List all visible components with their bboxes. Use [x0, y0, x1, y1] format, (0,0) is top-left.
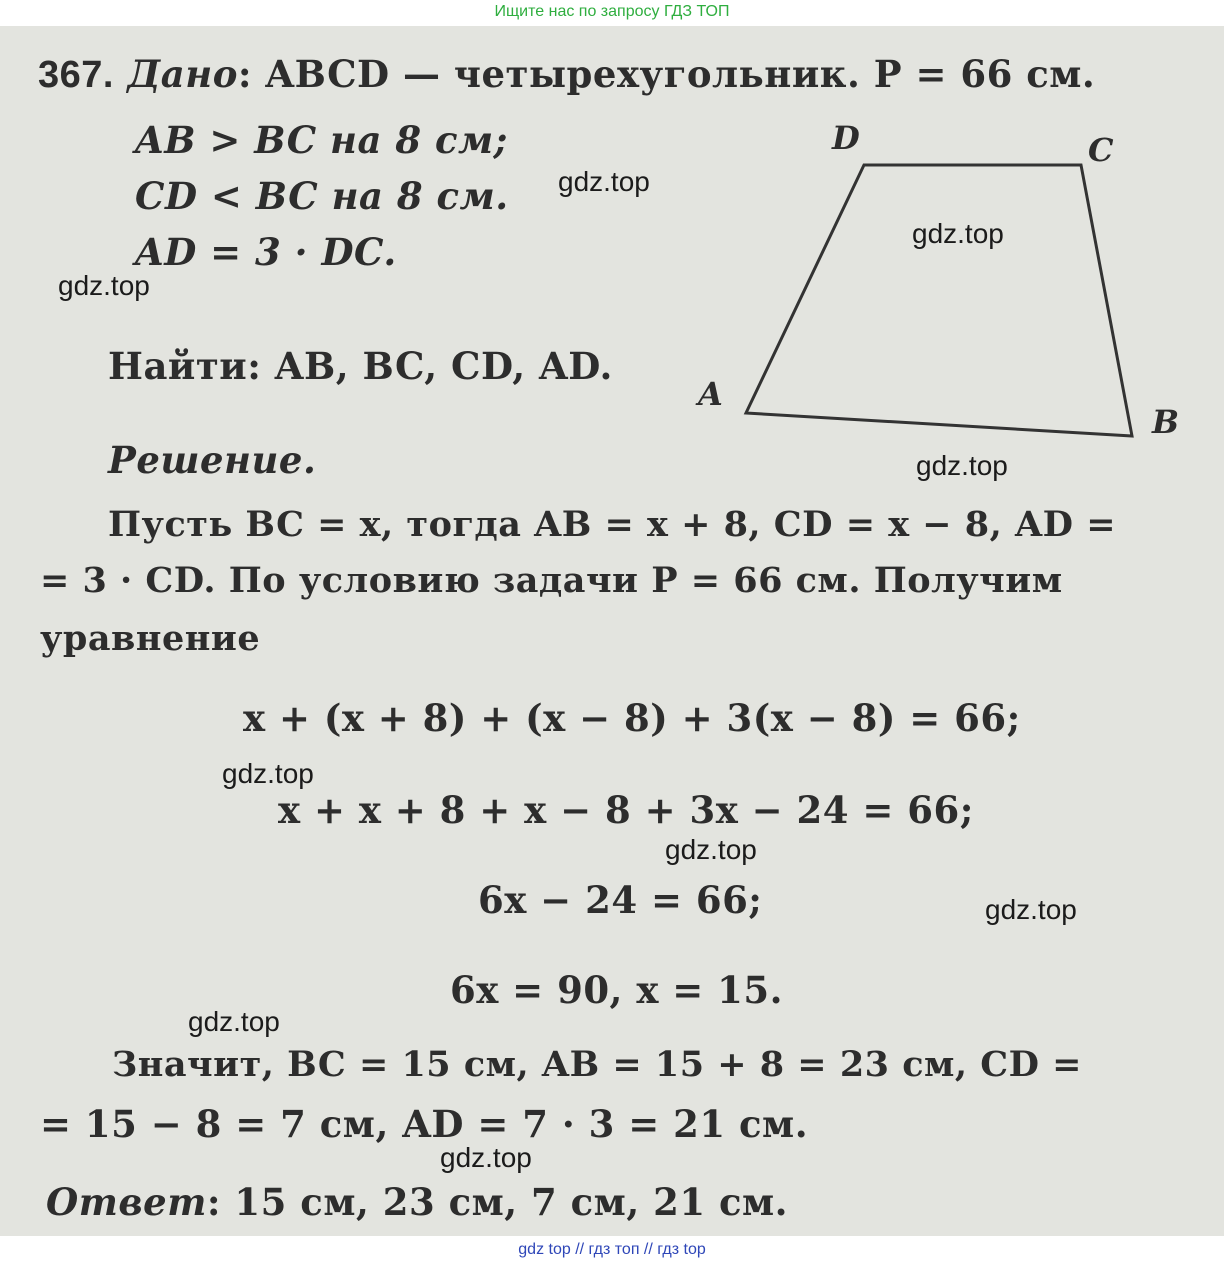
given-line	[38, 52, 1095, 97]
paragraph-line-1: Пусть BC = x, тогда AB = x + 8, CD = x − 8, AD =	[108, 504, 1117, 545]
top-banner[interactable]: Ищите нас по запросу ГДЗ ТОП	[494, 3, 730, 20]
watermark: gdz.top	[222, 758, 314, 789]
watermark: gdz.top	[188, 1006, 280, 1037]
answer-text: : 15 см, 23 см, 7 см, 21 см.	[206, 1180, 788, 1224]
watermark: gdz.top	[985, 894, 1077, 925]
paragraph-line-3: уравнение	[40, 618, 261, 659]
answer-line	[46, 1180, 788, 1224]
quadrilateral-abcd	[746, 165, 1132, 436]
paragraph-line-2: = 3 · CD. По условию задачи P = 66 см. Получим	[40, 560, 1063, 601]
equation-2: x + x + 8 + x − 8 + 3x − 24 = 66;	[278, 788, 974, 832]
conclusion-line-2: = 15 − 8 = 7 см, AD = 7 · 3 = 21 см.	[40, 1102, 809, 1146]
condition-1: AB > BC на 8 см;	[135, 118, 508, 162]
vertex-label-a: A	[698, 375, 723, 413]
bottom-banner[interactable]: gdz top // гдз топ // гдз top	[518, 1241, 706, 1258]
watermark: gdz.top	[440, 1142, 532, 1173]
watermark: gdz.top	[58, 270, 150, 301]
problem-number: 367.	[38, 54, 114, 96]
equation-1: x + (x + 8) + (x − 8) + 3(x − 8) = 66;	[243, 696, 1021, 740]
watermark: gdz.top	[665, 834, 757, 865]
given-text: : ABCD — четырехугольник. P = 66 см.	[237, 52, 1096, 96]
vertex-label-d: D	[832, 121, 860, 157]
vertex-label-b: B	[1152, 403, 1180, 441]
given-label: Дано	[127, 52, 238, 96]
conclusion-line-1: Значит, BC = 15 см, AB = 15 + 8 = 23 см, CD =	[112, 1044, 1083, 1085]
textbook-page	[0, 26, 1224, 1236]
equation-3: 6x − 24 = 66;	[478, 878, 763, 922]
watermark: gdz.top	[912, 218, 1004, 249]
quadrilateral-figure	[690, 121, 1210, 481]
vertex-label-c: C	[1088, 131, 1114, 169]
equation-4: 6x = 90, x = 15.	[450, 968, 784, 1012]
watermark: gdz.top	[558, 166, 650, 197]
solution-label: Решение.	[108, 438, 317, 482]
find-line: Найти: AB, BC, CD, AD.	[108, 344, 613, 388]
watermark: gdz.top	[916, 450, 1008, 481]
condition-2: CD < BC на 8 см.	[135, 174, 509, 218]
answer-label: Ответ	[46, 1180, 207, 1224]
condition-3: AD = 3 · DC.	[135, 230, 397, 274]
